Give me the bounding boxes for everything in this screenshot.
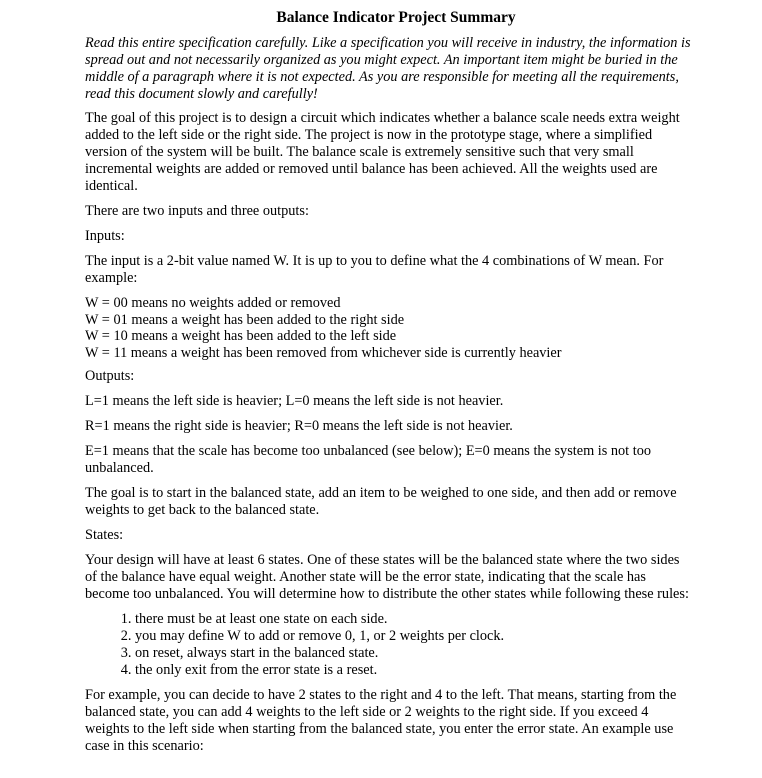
- document-title: Balance Indicator Project Summary: [276, 9, 516, 26]
- example-paragraph: For example, you can decide to have 2 states to the right and 4 to the left. That means, starting from the balanced state, you can add 4 weights to the left side or 2 weights to the right side. If you exceed 4 weights to the left side when starting from the balanced state, you enter the error state. An example use case in this scenario:: [85, 687, 677, 755]
- w-example-line: W = 11 means a weight has been removed from whichever side is currently heavier: [85, 344, 562, 361]
- rule-item: 3. on reset, always start in the balanced state.: [135, 645, 692, 662]
- intro-paragraph: Read this entire specification carefully. Like a specification you will receive in industry, the information is spread out and not necessarily organized as you might expect. An important item might be buried in the middle of a paragraph where it is not expected. As you are responsible for meeting all the requirements, read this document slowly and carefully!: [85, 35, 691, 102]
- rule-item: 2. you may define W to add or remove 0, 1, or 2 weights per clock.: [135, 628, 692, 645]
- io-summary: There are two inputs and three outputs:: [85, 203, 309, 219]
- w-example-line: W = 10 means a weight has been added to the left side: [85, 328, 397, 345]
- w-example-line: W = 01 means a weight has been added to the right side: [85, 311, 405, 328]
- output-e-description: E=1 means that the scale has become too unbalanced (see below); E=0 means the system is not too unbalanced.: [85, 443, 651, 477]
- outputs-heading: Outputs:: [85, 368, 135, 385]
- output-l-description: L=1 means the left side is heavier; L=0 means the left side is not heavier.: [85, 393, 504, 410]
- rule-item: 4. the only exit from the error state is a reset.: [135, 662, 692, 679]
- goal2-paragraph: The goal is to start in the balanced state, add an item to be weighed to one side, and then add or remove weights to get back to the balanced state.: [85, 485, 677, 519]
- input-description: The input is a 2-bit value named W. It is up to you to define what the 4 combinations of W mean. For example:: [85, 253, 664, 286]
- w-example-line: W = 00 means no weights added or removed: [85, 295, 341, 311]
- inputs-heading: Inputs:: [85, 228, 125, 244]
- rule-item: 1. there must be at least one state on each side.: [135, 611, 692, 628]
- rules-list: [85, 611, 692, 679]
- w-examples-list: [85, 295, 692, 361]
- output-r-description: R=1 means the right side is heavier; R=0 means the left side is not heavier.: [85, 418, 513, 435]
- goal-paragraph: The goal of this project is to design a circuit which indicates whether a balance scale needs extra weight added to the left side or the right side. The project is now in the prototype stage, where a simplified version of the system will be built. The balance scale is extremely sensitive such that very small incremental weights are added or removed until balance has been achieved. All the weights used are identical.: [85, 110, 680, 194]
- states-description: Your design will have at least 6 states. One of these states will be the balanced state where the two sides of the balance have equal weight. Another state will be the error state, indicating that the scale has become too unbalanced. You will determine how to distribute the other states while following these rules:: [85, 552, 689, 603]
- states-heading: States:: [85, 527, 124, 544]
